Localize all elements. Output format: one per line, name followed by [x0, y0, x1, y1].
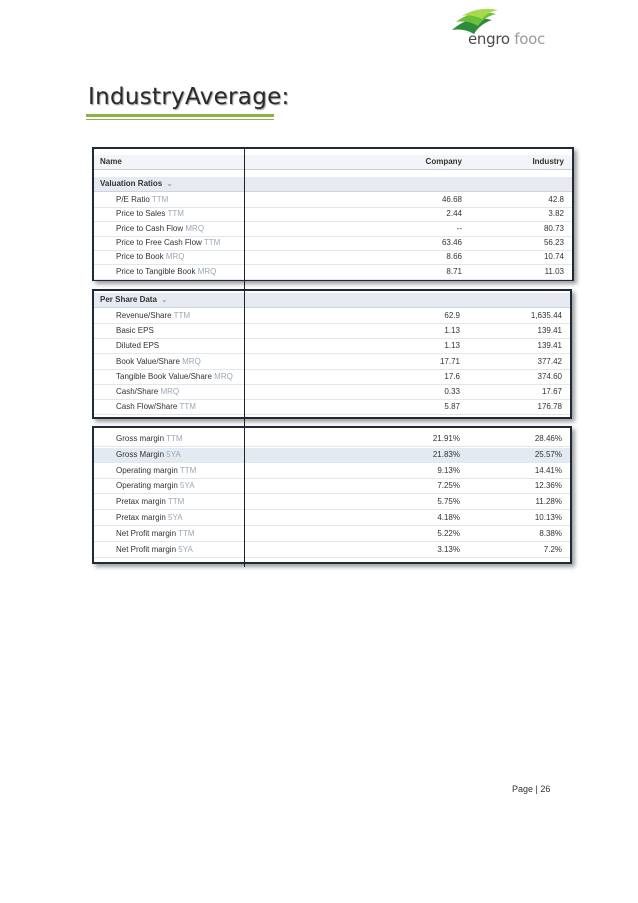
company-value: 5.75%: [437, 497, 460, 507]
row-label: Pretax margin TTM: [116, 497, 185, 507]
table-row: [94, 495, 570, 510]
heading-underline: [86, 114, 274, 117]
company-value: 21.83%: [432, 449, 460, 459]
row-label: Book Value/Share MRQ: [116, 356, 201, 366]
company-value: 0.33: [444, 387, 460, 396]
company-value: 9.13%: [437, 465, 460, 475]
row-label: Net Profit margin 5YA: [116, 544, 193, 554]
row-label: Diluted EPS: [116, 341, 160, 351]
table-row: [94, 309, 570, 324]
industry-value: 10.13%: [534, 513, 562, 522]
table-row: [94, 193, 572, 208]
industry-value: 374.60: [537, 371, 562, 381]
table-row: [94, 432, 570, 447]
industry-value: 8.38%: [539, 528, 562, 538]
industry-value: 176.78: [537, 402, 562, 412]
company-value: 17.6: [444, 371, 460, 381]
table-row: [94, 511, 570, 526]
company-value: 21.91%: [432, 434, 460, 443]
industry-value: 12.36%: [534, 481, 562, 491]
company-value: 17.71: [439, 356, 460, 366]
table-row: [94, 265, 572, 280]
row-label: Price to Free Cash Flow TTM: [116, 237, 221, 247]
table-row: [94, 207, 572, 222]
table-row: [94, 370, 570, 385]
page-number: Page | 26: [512, 784, 551, 794]
industry-value: 28.46%: [534, 434, 562, 443]
table-row: [94, 339, 570, 354]
row-label: Cash/Share MRQ: [116, 387, 180, 396]
chevron-down-icon: ⌄: [160, 295, 168, 304]
section-header-valuation-ratios[interactable]: Valuation Ratios ⌄: [94, 177, 572, 192]
vertical-divider: [244, 147, 245, 567]
row-label: Price to Cash Flow MRQ: [116, 223, 205, 233]
company-value: 1.13: [444, 326, 460, 336]
company-value: 8.71: [446, 266, 462, 276]
logo-wordmark: engro fooc: [468, 30, 545, 48]
row-label: Net Profit margin TTM: [116, 528, 195, 538]
company-value: 46.68: [441, 195, 462, 204]
industry-value: 139.41: [537, 326, 562, 336]
industry-value: 14.41%: [534, 465, 562, 475]
company-value: 63.46: [441, 237, 462, 247]
company-value: 8.66: [446, 252, 462, 262]
table-row: [94, 324, 570, 339]
row-label: Pretax margin 5YA: [116, 513, 183, 522]
row-label: Operating margin 5YA: [116, 481, 195, 491]
industry-value: 3.82: [548, 209, 564, 219]
industry-value: 10.74: [543, 252, 564, 262]
industry-value: 1,635.44: [530, 311, 562, 320]
table-row: [94, 250, 572, 265]
row-label: Price to Book MRQ: [116, 252, 185, 262]
industry-value: 377.42: [537, 356, 562, 366]
industry-value: 11.28%: [535, 497, 562, 507]
row-label: Operating margin TTM: [116, 465, 197, 475]
table-row: [94, 400, 570, 415]
table-row: [94, 448, 570, 463]
company-value: 3.13%: [437, 544, 460, 554]
company-value: --: [456, 223, 462, 233]
table-row: [94, 355, 570, 370]
row-label: Gross Margin 5YA: [116, 449, 181, 459]
table-row: [94, 236, 572, 251]
company-value: 4.18%: [437, 513, 460, 522]
company-value: 7.25%: [437, 481, 460, 491]
company-value: 5.22%: [437, 528, 460, 538]
company-value: 1.13: [444, 341, 460, 351]
section-header-per-share-data[interactable]: Per Share Data ⌄: [94, 293, 570, 308]
industry-value: 17.67: [541, 387, 562, 396]
row-label: Gross margin TTM: [116, 434, 183, 443]
row-label: Revenue/Share TTM: [116, 311, 191, 320]
table-row: [94, 222, 572, 237]
company-value: 2.44: [446, 209, 462, 219]
industry-value: 139.41: [537, 341, 562, 351]
chevron-down-icon: ⌄: [166, 179, 173, 188]
table-header: Name Company Industry: [94, 155, 572, 170]
valuation-ratios-table: [92, 147, 574, 281]
row-label: Basic EPS: [116, 326, 154, 336]
industry-value: 42.8: [548, 195, 564, 204]
heading-underline-thin: [86, 119, 274, 120]
industry-value: 56.23: [543, 237, 564, 247]
per-share-data-table: [92, 289, 572, 419]
industry-value: 11.03: [544, 266, 564, 276]
company-value: 5.87: [444, 402, 460, 412]
row-label: Cash Flow/Share TTM: [116, 402, 196, 412]
table-row: [94, 479, 570, 494]
industry-value: 7.2%: [543, 544, 562, 554]
row-label: P/E Ratio TTM: [116, 195, 169, 204]
company-value: 62.9: [444, 311, 460, 320]
row-label: Price to Sales TTM: [116, 209, 184, 219]
table-row: [94, 543, 570, 558]
page-heading: IndustryAverage:: [88, 84, 290, 110]
row-label: Price to Tangible Book MRQ: [116, 266, 217, 276]
row-label: Tangible Book Value/Share MRQ: [116, 371, 233, 381]
table-row: [94, 464, 570, 479]
table-row: [94, 385, 570, 400]
margins-table: [92, 426, 572, 564]
table-row: [94, 527, 570, 542]
industry-value: 80.73: [543, 223, 564, 233]
industry-value: 25.57%: [534, 449, 562, 459]
